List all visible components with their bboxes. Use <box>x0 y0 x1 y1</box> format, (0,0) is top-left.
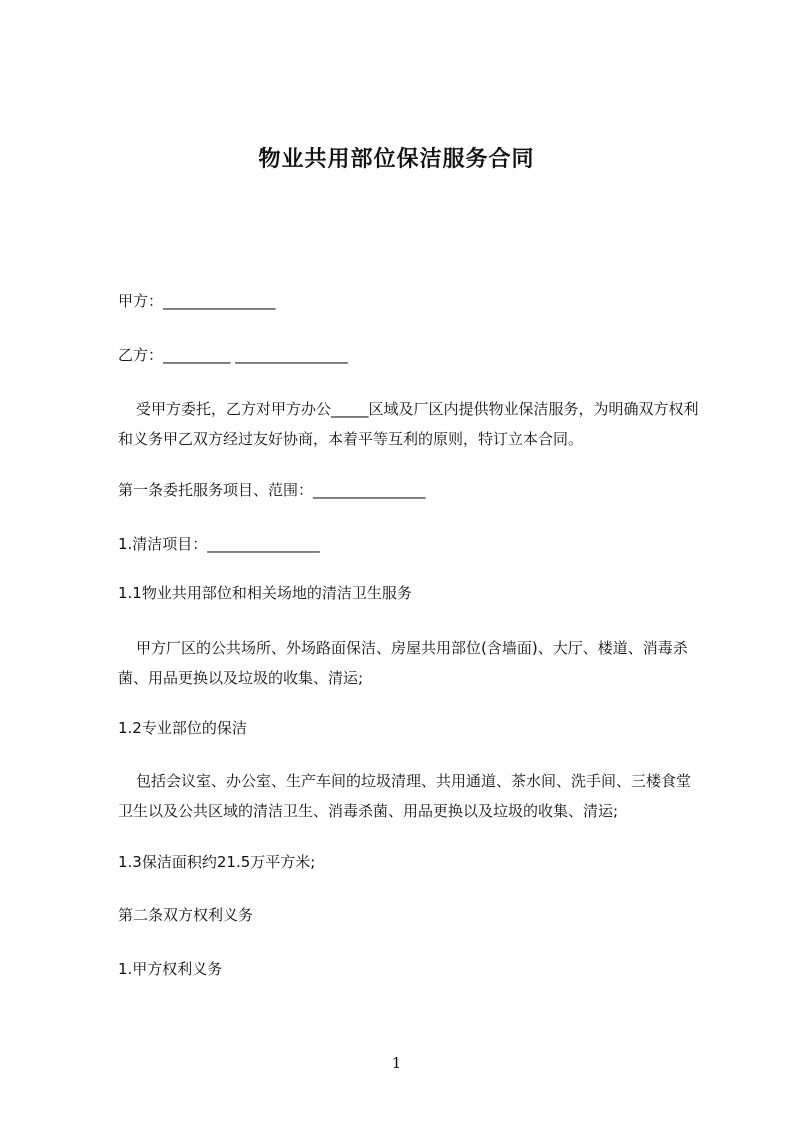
section-1-3-line: 1.3保洁面积约21.5万平方米; <box>118 853 316 871</box>
section-1-2-body: 包括会议室、办公室、生产车间的垃圾清理、共用通道、茶水间、洗手间、三楼食堂卫生以及公共区域的清洁卫生、消毒杀菌、用品更换以及垃圾的收集、清运; <box>118 772 692 820</box>
party-a-rights-heading: 1.甲方权利义务 <box>118 960 223 978</box>
party-a-line: 甲方：_______________ <box>118 292 276 310</box>
cleaning-items-line: 1.清洁项目：_______________ <box>118 535 320 553</box>
section-1-1-body: 甲方厂区的公共场所、外场路面保洁、房屋共用部位(含墙面)、大厅、楼道、消毒杀菌、用品更换以及垃圾的收集、清运; <box>118 639 688 687</box>
document-title: 物业共用部位保洁服务合同 <box>258 147 535 172</box>
article-1-heading: 第一条委托服务项目、范围：_______________ <box>118 481 426 499</box>
section-1-2-heading: 1.2专业部位的保洁 <box>118 719 247 737</box>
party-b-line: 乙方：_________ _______________ <box>118 346 348 364</box>
section-1-1-heading: 1.1物业共用部位和相关场地的清洁卫生服务 <box>118 584 412 602</box>
article-2-heading: 第二条双方权利义务 <box>118 906 254 924</box>
page-number: 1 <box>391 1054 402 1072</box>
intro-paragraph: 受甲方委托，乙方对甲方办公_____区域及厂区内提供物业保洁服务，为明确双方权利和义务甲乙双方经过友好协商，本着平等互利的原则，特订立本合同。 <box>118 400 699 448</box>
